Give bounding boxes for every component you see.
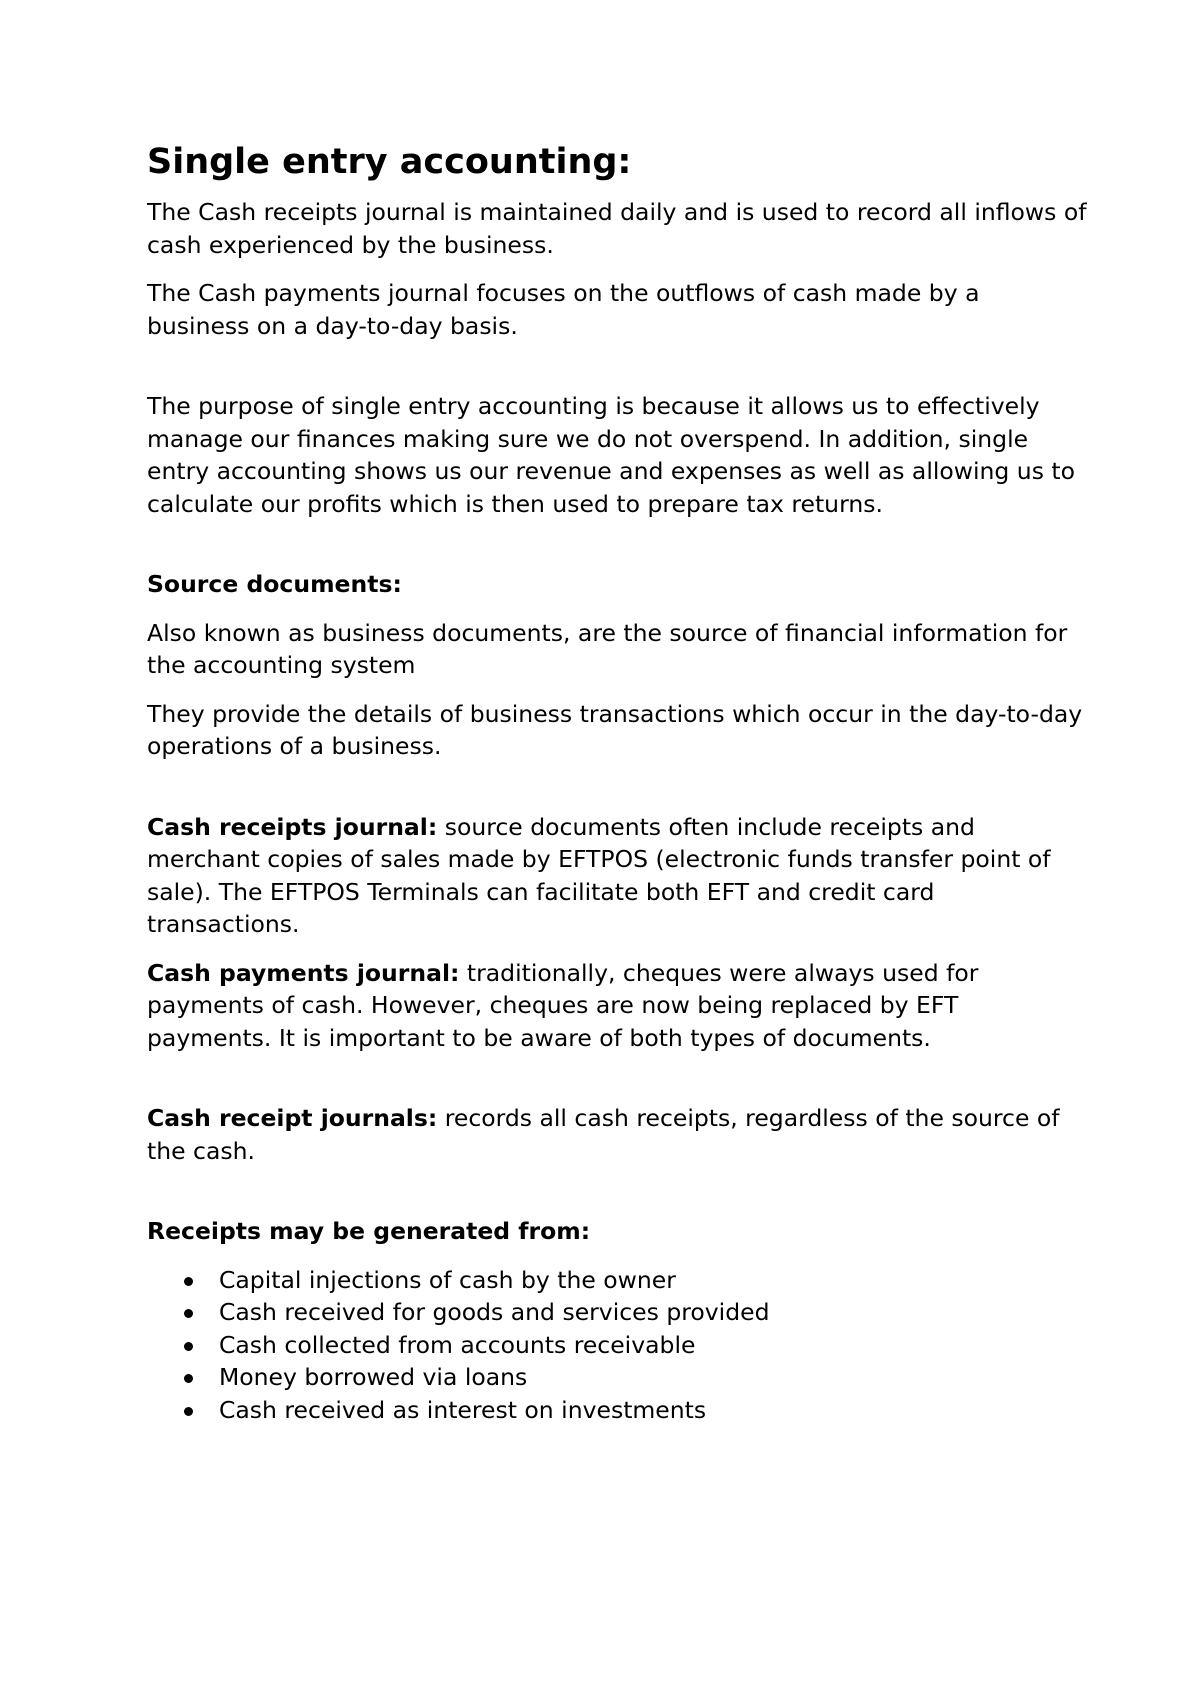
receipts-list	[147, 1264, 1087, 1427]
purpose-paragraph: The purpose of single entry accounting is because it allows us to effectively manage our finances making sure we do not overspend. In addition, single entry accounting shows us our revenue and expenses as well as allowing us to calculate our profits which is then used to prepare tax returns.	[147, 392, 1075, 518]
list-item	[147, 1329, 1087, 1362]
cash-payments-journal-text: traditionally, cheques were always used for payments of cash. However, cheques are now being replaced by EFT payments. It is important to be aware of both types of documents.	[147, 958, 979, 1052]
cash-receipt-journals-label: Cash receipt journals:	[147, 1104, 438, 1132]
list-item-text: Capital injections of cash by the owner	[219, 1265, 676, 1294]
cash-receipt-journals-text: records all cash receipts, regardless of the source of the cash.	[147, 1104, 1060, 1165]
receipts-heading: Receipts may be generated from:	[147, 1217, 591, 1245]
list-item-text: Money borrowed via loans	[219, 1363, 528, 1391]
document-title: Single entry accounting:	[147, 142, 632, 182]
document-page	[147, 140, 1087, 1426]
cash-receipts-journal-label: Cash receipts journal:	[147, 812, 438, 841]
list-item	[147, 1264, 1087, 1297]
source-documents-heading: Source documents:	[147, 570, 402, 598]
source-documents-paragraph: They provide the details of business transactions which occur in the day-to-day operations of a business.	[147, 699, 1083, 760]
list-item-text: Cash received as interest on investments	[219, 1395, 707, 1424]
cash-receipts-journal-text: source documents often include receipts and merchant copies of sales made by EFTPOS (electronic funds transfer point of sale). The EFTPOS Terminals can facilitate both EFT and credit card transactions.	[147, 812, 1051, 938]
cash-receipts-journal-paragraph	[147, 811, 1087, 941]
cash-payments-journal-label: Cash payments journal:	[147, 958, 460, 987]
intro-paragraph-cash-receipts: The Cash receipts journal is maintained daily and is used to record all inflows of cash experienced by the business.	[147, 198, 1087, 259]
list-item	[147, 1361, 1087, 1394]
intro-paragraph-cash-payments: The Cash payments journal focuses on the outflows of cash made by a business on a day-to-day basis.	[147, 279, 980, 340]
bullet-icon	[184, 1342, 193, 1351]
bullet-icon	[184, 1309, 193, 1318]
list-item-text: Cash collected from accounts receivable	[219, 1330, 696, 1359]
cash-receipt-journals-paragraph	[147, 1102, 1087, 1167]
list-item	[147, 1394, 1087, 1427]
list-item	[147, 1296, 1087, 1329]
cash-payments-journal-paragraph	[147, 957, 1087, 1055]
list-item-text: Cash received for goods and services provided	[219, 1298, 770, 1326]
bullet-icon	[184, 1407, 193, 1416]
source-documents-paragraph: Also known as business documents, are the source of financial information for the accounting system	[147, 618, 1068, 679]
bullet-icon	[184, 1277, 193, 1286]
bullet-icon	[184, 1374, 193, 1383]
